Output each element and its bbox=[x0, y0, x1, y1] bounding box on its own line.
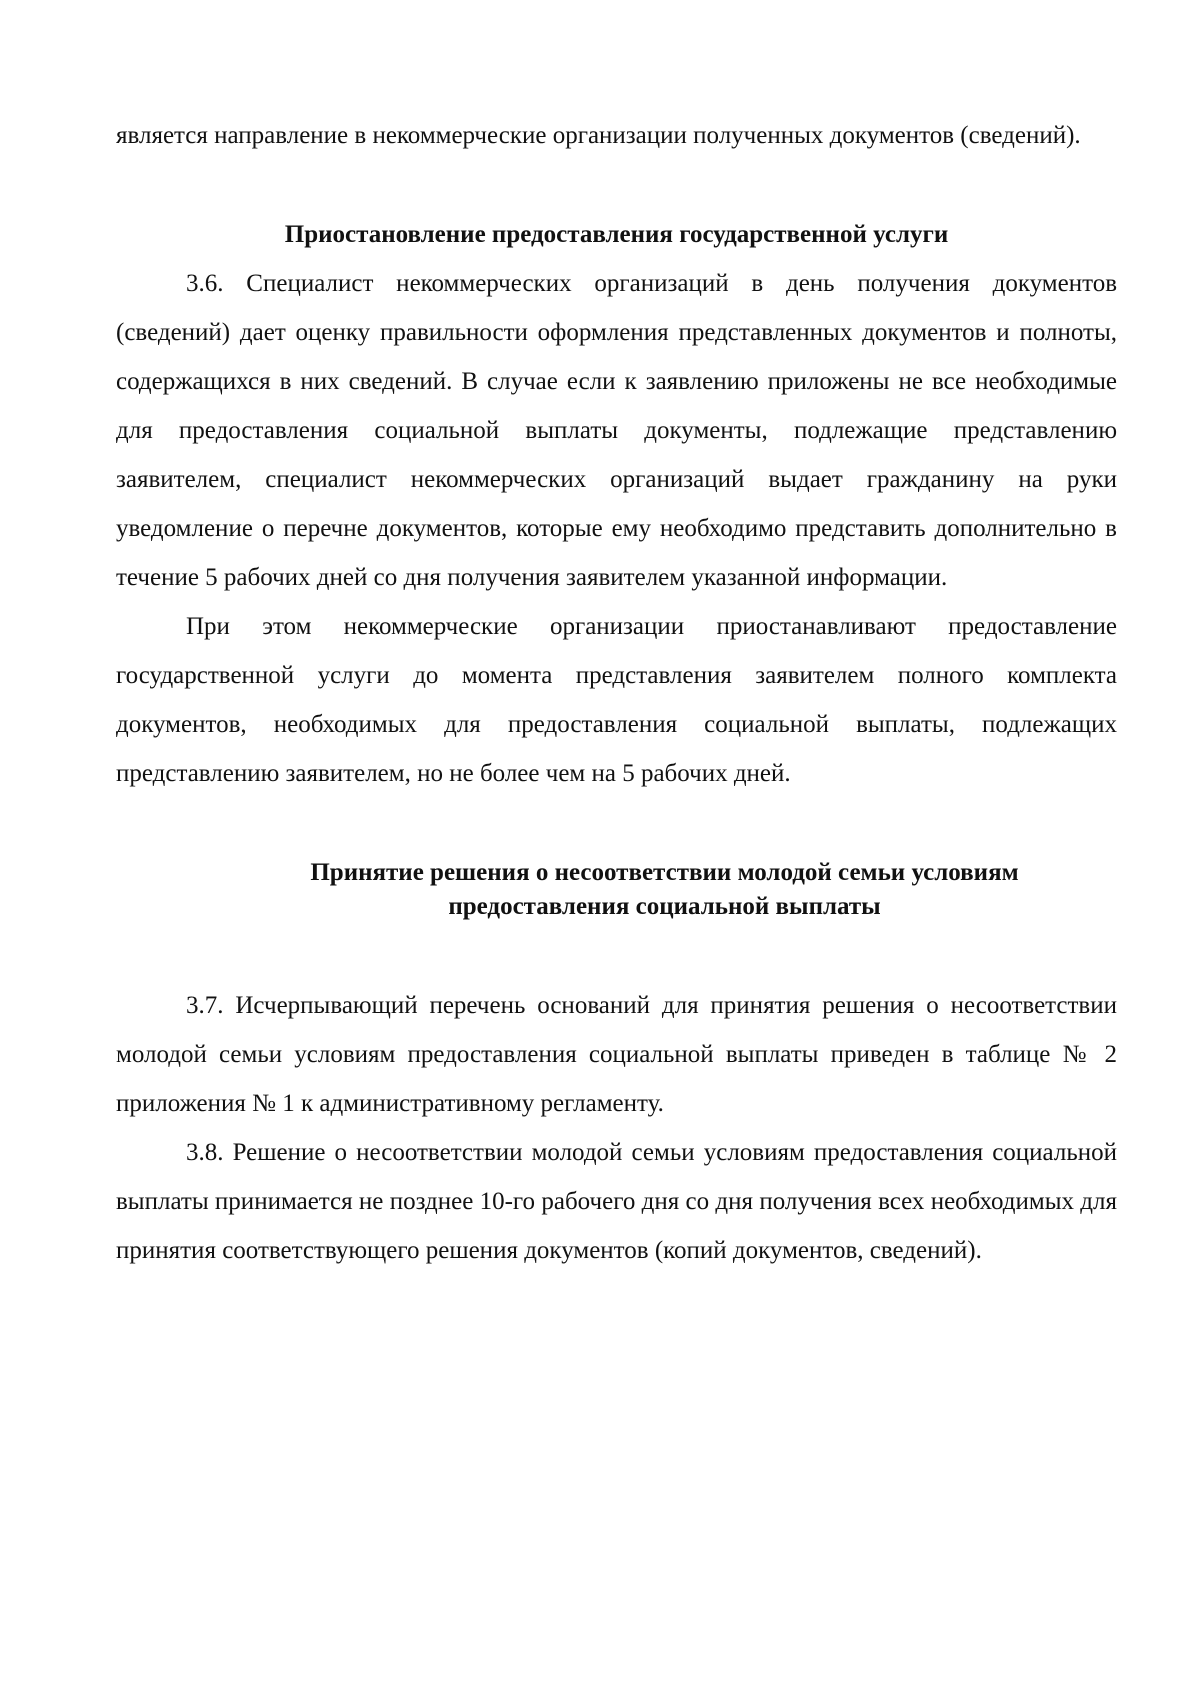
section-heading-decision-line2: предоставления социальной выплаты bbox=[448, 893, 881, 920]
paragraph-3-8: 3.8. Решение о несоответствии молодой семьи условиям предоставления социальной выплаты принимается не позднее 10-го рабочего дня со дня получения всех необходимых для принятия соответствующего решения документов (копий документов, сведений). bbox=[116, 1139, 1117, 1264]
section-heading-suspension: Приостановление предоставления государственной услуги bbox=[284, 221, 949, 248]
paragraph-3-6: 3.6. Специалист некоммерческих организаций в день получения документов (сведений) дает оценку правильности оформления представленных документов и полноты, содержащихся в них сведений. В случае если к заявлению приложены не все необходимые для предоставления социальной выплаты документы, подлежащие представлению заявителем, специалист некоммерческих организаций выдает гражданину на руки уведомление о перечне документов, которые ему необходимо представить дополнительно в течение 5 рабочих дней со дня получения заявителем указанной информации. bbox=[116, 270, 1117, 591]
paragraph-3-7: 3.7. Исчерпывающий перечень оснований для принятия решения о несоответствии молодой семьи условиям предоставления социальной выплаты приведен в таблице № 2 приложения № 1 к административному регламенту. bbox=[116, 992, 1117, 1117]
section-heading-decision bbox=[116, 856, 1117, 924]
paragraph-suspension-note: При этом некоммерческие организации приостанавливают предоставление государственной услуги до момента представления заявителем полного комплекта документов, необходимых для предоставления социальной выплаты, подлежащих представлению заявителем, но не более чем на 5 рабочих дней. bbox=[116, 613, 1117, 787]
continuation-paragraph: является направление в некоммерческие организации полученных документов (сведений). bbox=[116, 122, 1081, 149]
section-heading-decision-line1: Принятие решения о несоответствии молодой семьи условиям bbox=[310, 859, 1019, 886]
document-body bbox=[116, 111, 1117, 1275]
